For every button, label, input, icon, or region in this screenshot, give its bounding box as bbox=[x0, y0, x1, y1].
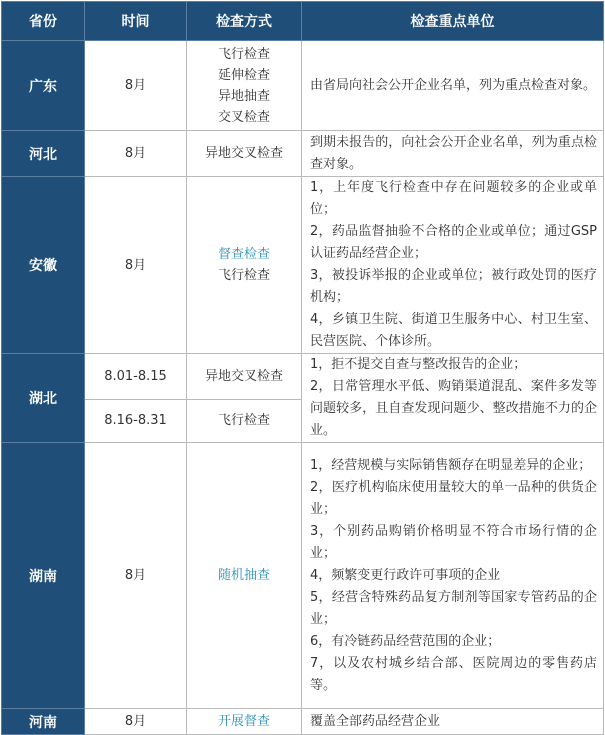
focus-cell bbox=[302, 354, 604, 443]
method-cell: 飞行检查 bbox=[187, 399, 302, 442]
province-cell: 河北 bbox=[2, 131, 85, 177]
method-item: 开展督查 bbox=[217, 714, 270, 729]
time-cell: 8月 bbox=[85, 41, 187, 131]
focus-item: 4，频繁变更行政许可事项的企业 bbox=[310, 567, 501, 583]
focus-item: 由省局向社会公开企业名单，列为重点检查对象。 bbox=[310, 77, 597, 93]
header-time: 时间 bbox=[85, 2, 187, 41]
time-cell: 8月 bbox=[85, 131, 187, 177]
method-cell bbox=[187, 177, 302, 354]
table-row bbox=[2, 131, 604, 177]
header-province: 省份 bbox=[2, 2, 85, 41]
method-item: 督查检查 bbox=[217, 247, 270, 262]
method-item: 交叉检查 bbox=[217, 109, 270, 125]
province-cell: 河南 bbox=[2, 709, 85, 735]
focus-item: 6，有冷链药品经营范围的企业； bbox=[310, 633, 501, 649]
table-row bbox=[2, 443, 604, 709]
focus-item: 覆盖全部药品经营企业 bbox=[310, 713, 441, 729]
focus-cell bbox=[302, 131, 604, 177]
header-focus: 检查重点单位 bbox=[302, 2, 604, 41]
time-cell: 8月 bbox=[85, 709, 187, 735]
province-cell: 湖南 bbox=[2, 443, 85, 709]
focus-cell bbox=[302, 177, 604, 354]
province-cell: 湖北 bbox=[2, 354, 85, 443]
focus-item: 5，经营含特殊药品复方制剂等国家专管药品的企业； bbox=[310, 589, 597, 627]
header-method: 检查方式 bbox=[187, 2, 302, 41]
focus-item: 1，上年度飞行检查中存在问题较多的企业或单位； bbox=[310, 180, 597, 217]
time-cell: 8.16-8.31 bbox=[85, 399, 187, 442]
inspection-table bbox=[1, 1, 604, 735]
province-cell: 广东 bbox=[2, 41, 85, 131]
table-row bbox=[2, 177, 604, 354]
focus-item: 1，拒不提交自查与整改报告的企业； bbox=[310, 357, 527, 372]
focus-item: 3，个别药品购销价格明显不符合市场行情的企业； bbox=[310, 523, 597, 561]
method-cell: 异地交叉检查 bbox=[187, 354, 302, 400]
focus-item: 7，以及农村城乡结合部、医院周边的零售药店等。 bbox=[310, 655, 597, 693]
focus-item: 2，药品监督抽验不合格的企业或单位；通过GSP认证药品经营企业； bbox=[310, 224, 597, 261]
focus-item: 2，医疗机构临床使用量较大的单一品种的供货企业； bbox=[310, 479, 597, 517]
time-cell: 8.01-8.15 bbox=[85, 354, 187, 400]
focus-item: 到期未报告的，向社会公开企业名单，列为重点检查对象。 bbox=[310, 134, 597, 172]
method-item: 延伸检查 bbox=[217, 67, 270, 83]
method-item: 随机抽查 bbox=[217, 568, 270, 583]
method-item: 飞行检查 bbox=[217, 268, 270, 283]
header-row bbox=[2, 2, 604, 41]
table-row bbox=[2, 354, 604, 400]
focus-item: 1，经营规模与实际销售额存在明显差异的企业； bbox=[310, 457, 592, 473]
time-cell: 8月 bbox=[85, 177, 187, 354]
focus-cell bbox=[302, 443, 604, 709]
method-cell bbox=[187, 131, 302, 177]
focus-item: 2，日常管理水平低、购销渠道混乱、案件多发等问题较多，且自查发现问题少、整改措施不力的企业。 bbox=[310, 379, 597, 438]
method-item: 异地抽查 bbox=[217, 88, 270, 104]
method-item: 飞行检查 bbox=[217, 46, 270, 62]
method-cell bbox=[187, 443, 302, 709]
time-cell: 8月 bbox=[85, 443, 187, 709]
method-cell bbox=[187, 41, 302, 131]
province-cell: 安徽 bbox=[2, 177, 85, 354]
focus-item: 4，乡镇卫生院、街道卫生服务中心、村卫生室、民营医院、个体诊所。 bbox=[310, 312, 597, 349]
method-item: 异地交叉检查 bbox=[204, 146, 283, 161]
focus-cell bbox=[302, 41, 604, 131]
table-row bbox=[2, 41, 604, 131]
focus-item: 3，被投诉举报的企业或单位；被行政处罚的医疗机构； bbox=[310, 268, 597, 305]
